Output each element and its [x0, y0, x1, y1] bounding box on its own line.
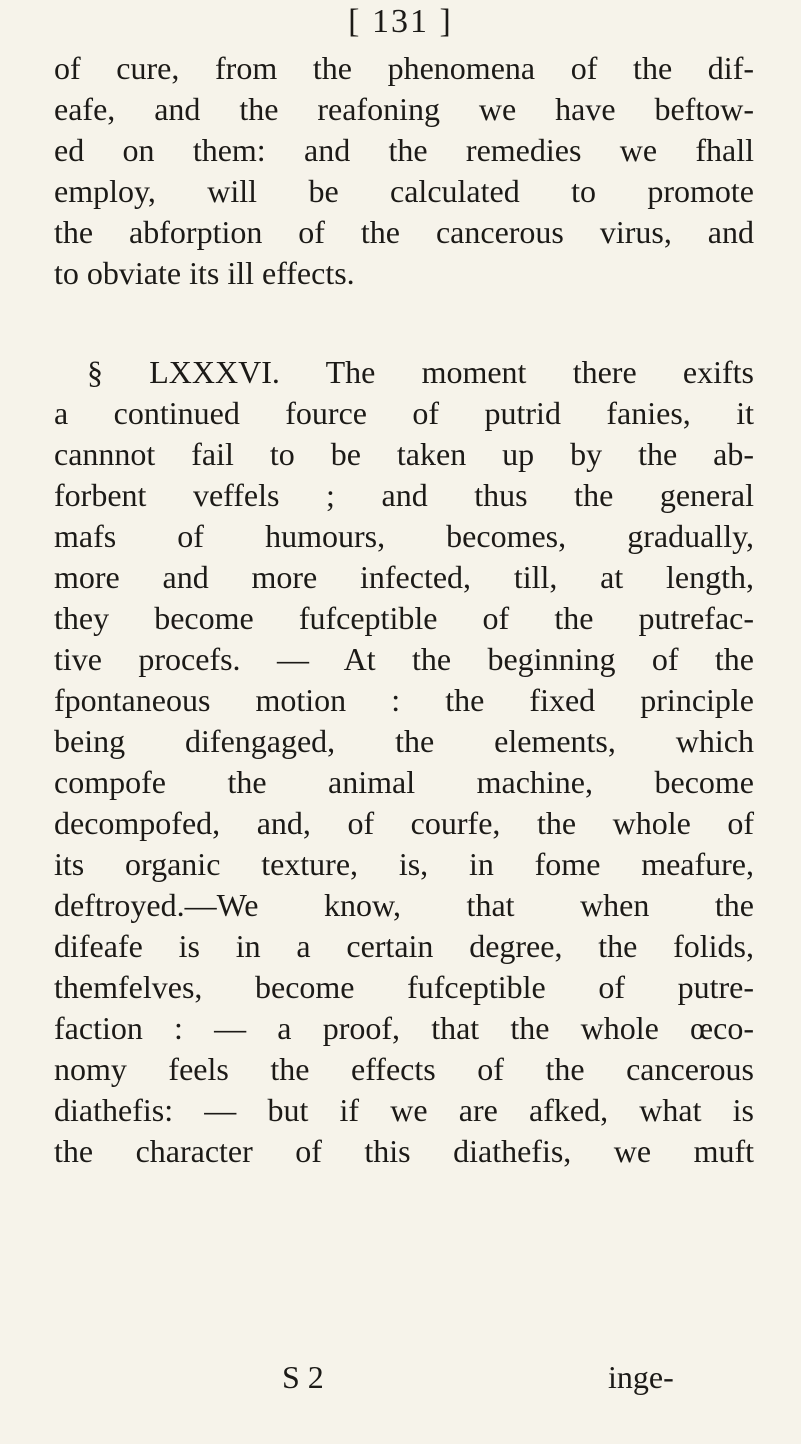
text-line: employ, will be calculated to promote [54, 173, 754, 209]
paragraph [54, 48, 754, 294]
text-line: forbent veffels ; and thus the general [54, 477, 754, 513]
paragraph-gap [54, 294, 754, 352]
text-line: diathefis: — but if we are afked, what is [54, 1092, 754, 1128]
text-line: a continued fource of putrid fanies, it [54, 395, 754, 431]
text-line: eafe, and the reafoning we have beftow- [54, 91, 754, 127]
text-line: cannnot fail to be taken up by the ab- [54, 436, 754, 472]
text-line: they become fufceptible of the putrefac- [54, 600, 754, 636]
text-line: mafs of humours, becomes, gradually, [54, 518, 754, 554]
text-line: faction : — a proof, that the whole œco- [54, 1010, 754, 1046]
text-line: to obviate its ill effects. [54, 255, 355, 291]
text-line: themfelves, become fufceptible of putre- [54, 969, 754, 1005]
text-line: compofe the animal machine, become [54, 764, 754, 800]
text-line: fpontaneous motion : the fixed principle [54, 682, 754, 718]
text-line: decompofed, and, of courfe, the whole of [54, 805, 754, 841]
catchword: inge- [608, 1359, 674, 1395]
paragraph [54, 352, 754, 1172]
text-line: tive procefs. — At the beginning of the [54, 641, 754, 677]
text-line: difeafe is in a certain degree, the folids, [54, 928, 754, 964]
text-line: the abforption of the cancerous virus, and [54, 214, 754, 250]
signature-mark: S 2 [282, 1359, 324, 1395]
body-text [54, 48, 754, 1172]
page-number: [ 131 ] [348, 3, 453, 40]
text-line: deftroyed.—We know, that when the [54, 887, 754, 923]
text-line: being difengaged, the elements, which [54, 723, 754, 759]
text-line: ed on them: and the remedies we fhall [54, 132, 754, 168]
section-heading-line: § LXXXVI. The moment there exifts [87, 354, 754, 390]
page-footer [0, 1355, 801, 1399]
text-line: its organic texture, is, in fome meafure, [54, 846, 754, 882]
text-line: nomy feels the effects of the cancerous [54, 1051, 754, 1087]
text-line: the character of this diathefis, we muft [54, 1133, 754, 1169]
text-line: of cure, from the phenomena of the dif- [54, 50, 754, 86]
text-line: more and more infected, till, at length, [54, 559, 754, 595]
